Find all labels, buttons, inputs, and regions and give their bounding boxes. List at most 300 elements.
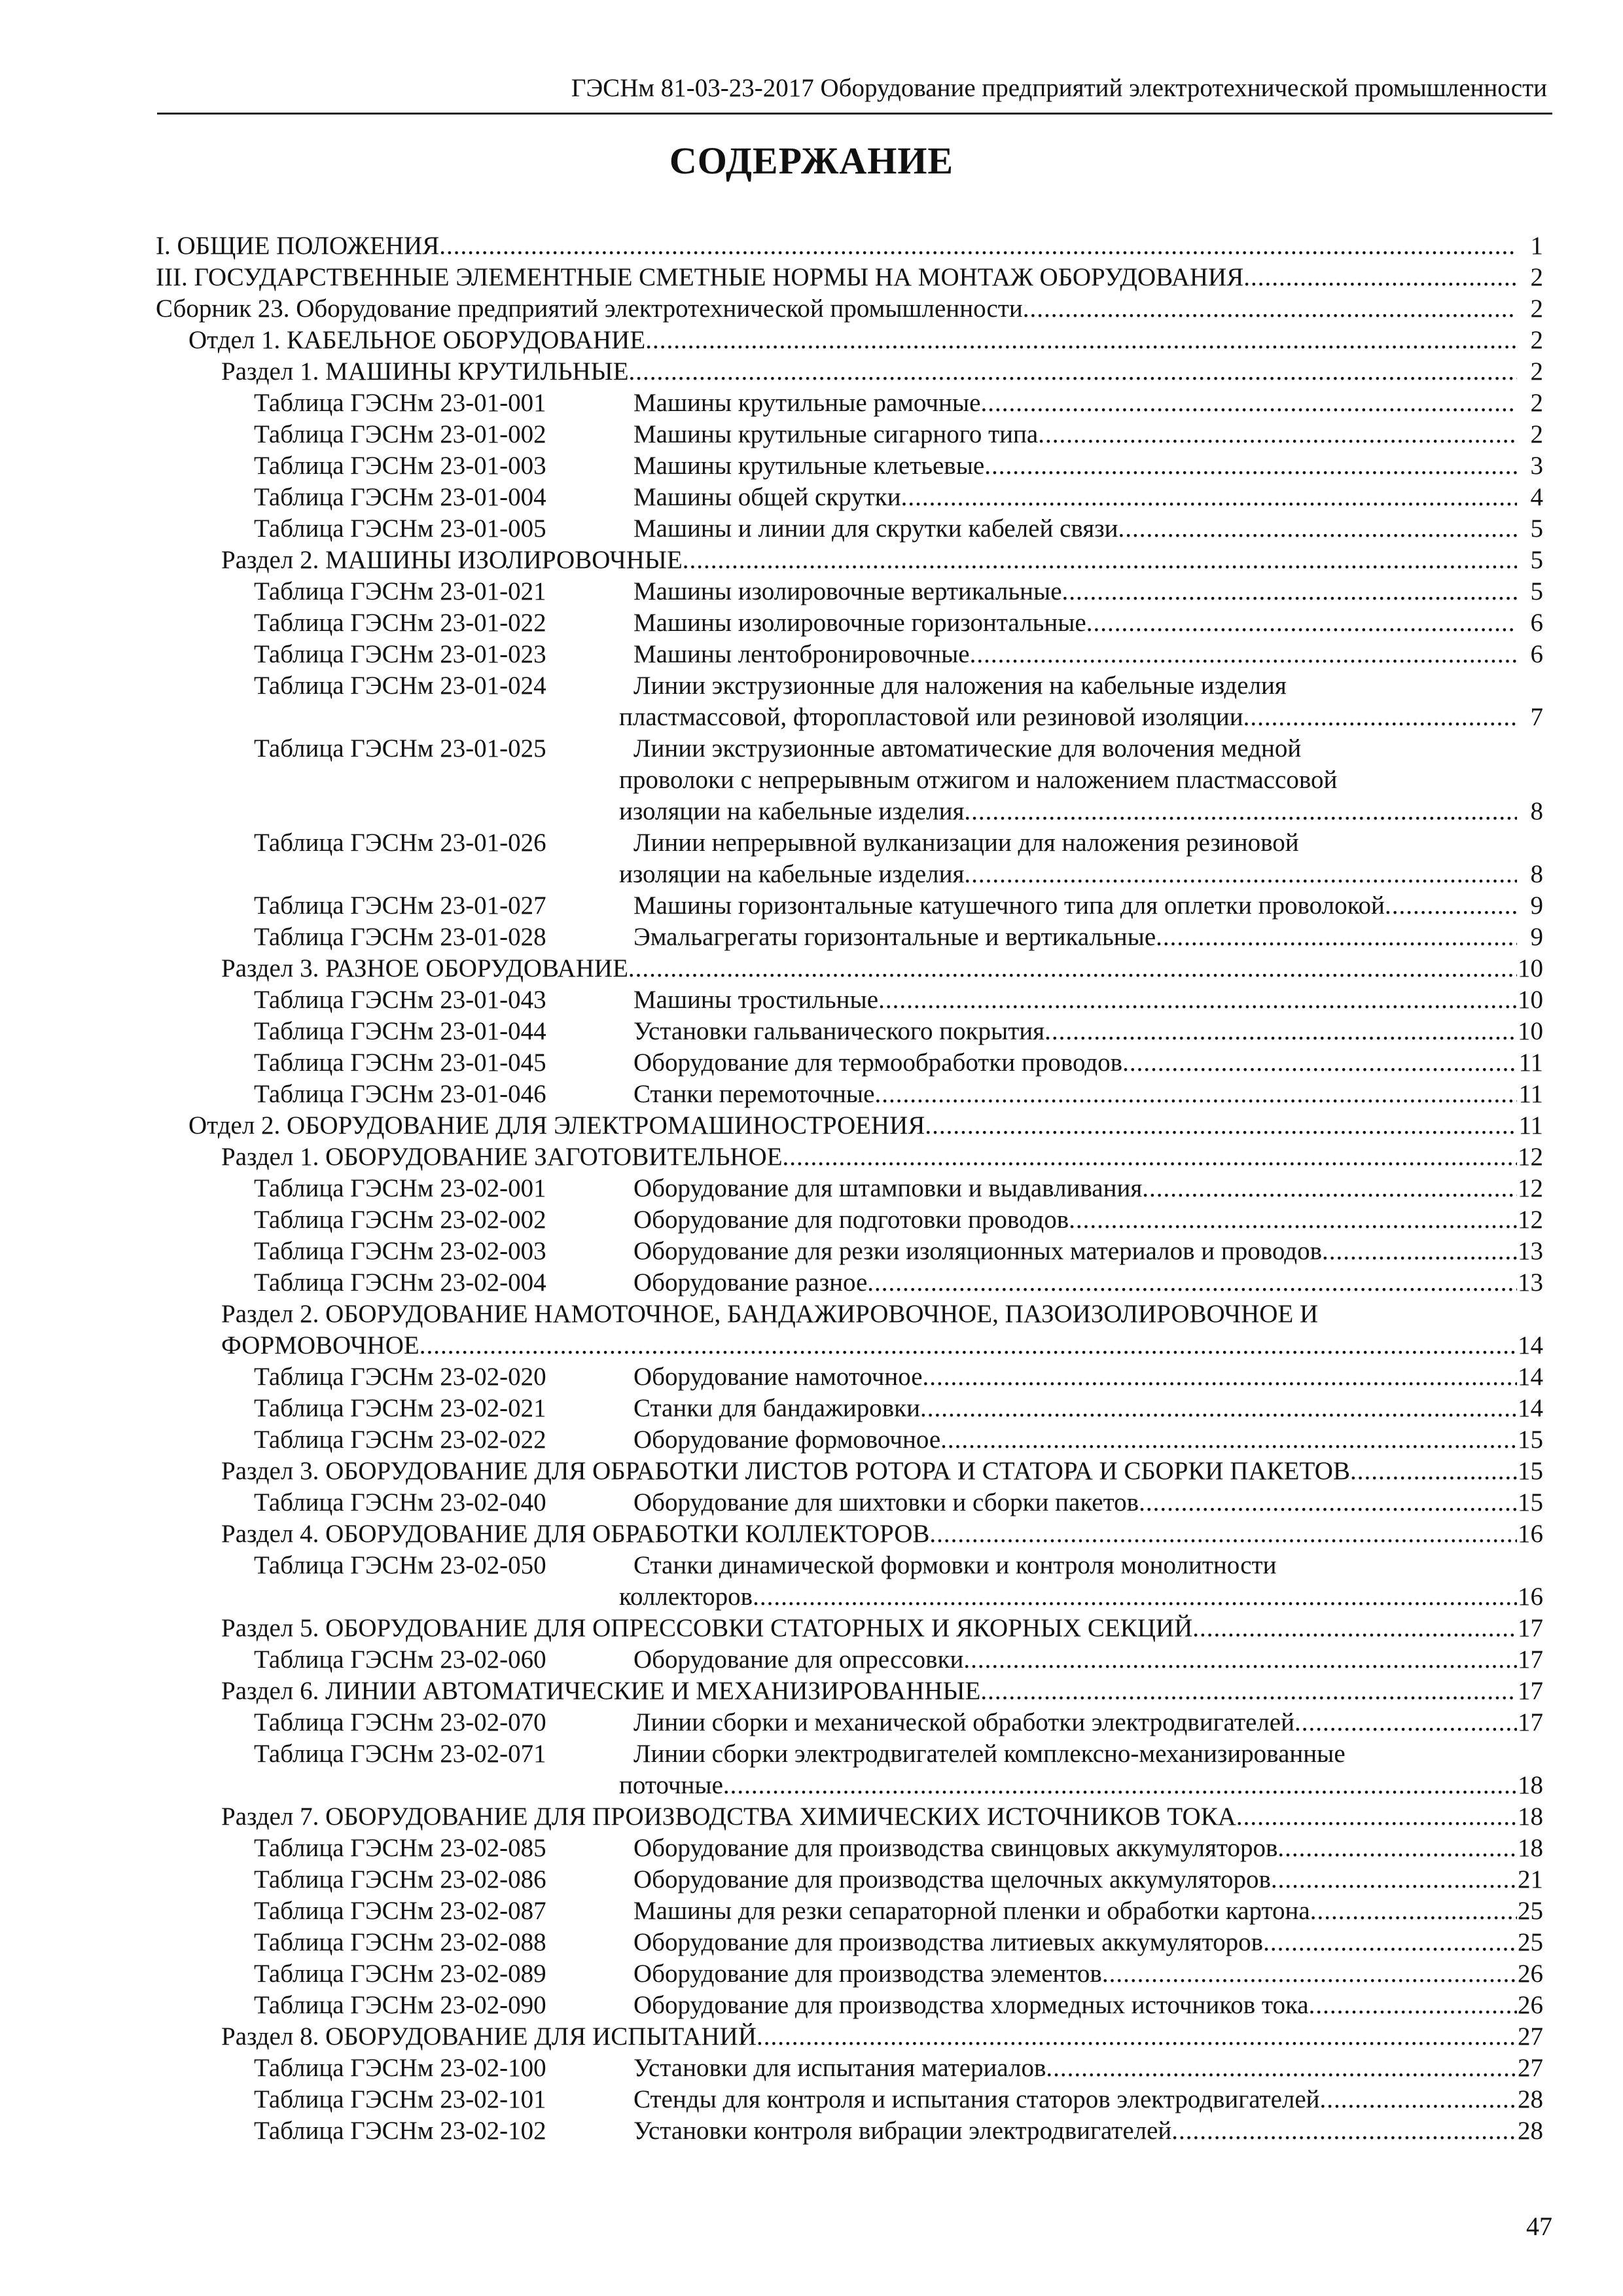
entry-page: 17 <box>1518 1708 1543 1736</box>
entry-page: 28 <box>1518 2085 1543 2113</box>
dot-leader <box>1320 2084 1517 2115</box>
entry-page: 2 <box>1530 420 1543 448</box>
toc-section-row <box>156 2021 1543 2053</box>
dot-leader <box>1122 1047 1517 1079</box>
entry-text: III. ГОСУДАРСТВЕННЫЕ ЭЛЕМЕНТНЫЕ СМЕТНЫЕ НОРМЫ НА МОНТАЖ ОБОРУДОВАНИЯ <box>156 263 1244 291</box>
leader-line <box>633 1833 1517 1864</box>
entry-text: Раздел 1. ОБОРУДОВАНИЕ ЗАГОТОВИТЕЛЬНОЕ <box>221 1143 783 1171</box>
toc-table-row <box>156 1895 1543 1927</box>
entry-text: Раздел 5. ОБОРУДОВАНИЕ ДЛЯ ОПРЕССОВКИ СТАТОРНЫХ И ЯКОРНЫХ СЕКЦИЙ <box>221 1614 1193 1642</box>
leader-line <box>633 2084 1517 2115</box>
table-code: Таблица ГЭСНм 23-01-003 <box>254 452 546 480</box>
entry-text: Оборудование для штамповки и выдавливания <box>633 1174 1143 1202</box>
entry-text: Машины крутильные рамочные <box>633 389 981 417</box>
leader-line <box>633 419 1517 450</box>
table-code: Таблица ГЭСНм 23-02-086 <box>254 1865 546 1893</box>
entry-page: 27 <box>1518 2054 1543 2082</box>
table-code: Таблица ГЭСНм 23-02-085 <box>254 1834 546 1862</box>
table-code: Таблица ГЭСНм 23-01-045 <box>254 1049 546 1077</box>
toc-table-row <box>156 450 1543 482</box>
leader-line <box>633 1079 1517 1110</box>
leader-line <box>633 513 1517 545</box>
leader-line <box>633 890 1517 922</box>
entry-text: Оборудование для опрессовки <box>633 1645 964 1674</box>
entry-text: Оборудование для резки изоляционных материалов и проводов <box>633 1237 1323 1265</box>
entry-page: 14 <box>1518 1363 1543 1391</box>
toc-table-row <box>156 1581 1543 1613</box>
toc-section-row <box>156 356 1543 387</box>
entry-page: 15 <box>1518 1488 1543 1516</box>
table-code: Таблица ГЭСНм 23-01-027 <box>254 891 546 920</box>
dot-leader <box>753 1581 1517 1613</box>
toc-table-row <box>156 796 1543 827</box>
entry-page: 21 <box>1518 1865 1543 1893</box>
leader-line <box>633 1487 1517 1518</box>
toc-top-row <box>156 262 1543 293</box>
toc-table-row <box>156 639 1543 670</box>
table-code: Таблица ГЭСНм 23-01-021 <box>254 577 546 605</box>
entry-page: 1 <box>1530 232 1543 260</box>
entry-page: 13 <box>1518 1268 1543 1297</box>
entry-text: Линии экструзионные для наложения на кабельные изделия <box>633 672 1287 700</box>
toc-table-row <box>156 2053 1543 2084</box>
dot-leader <box>1023 293 1517 325</box>
toc-table-row <box>156 2084 1543 2115</box>
entry-page: 26 <box>1518 1960 1543 1988</box>
table-code: Таблица ГЭСНм 23-02-001 <box>254 1174 546 1202</box>
dot-leader <box>1038 419 1517 450</box>
entry-text: Раздел 4. ОБОРУДОВАНИЕ ДЛЯ ОБРАБОТКИ КОЛЛЕКТОРОВ <box>221 1520 930 1548</box>
entry-text: Отдел 1. КАБЕЛЬНОЕ ОБОРУДОВАНИЕ <box>188 326 646 354</box>
table-code: Таблица ГЭСНм 23-02-070 <box>254 1708 546 1736</box>
leader-line <box>619 1770 1517 1801</box>
dot-leader <box>419 1330 1517 1361</box>
dot-leader <box>920 1393 1517 1424</box>
entry-text: Оборудование для термообработки проводов <box>633 1049 1123 1077</box>
entry-text: Установки для испытания материалов <box>633 2054 1046 2082</box>
table-code: Таблица ГЭСНм 23-01-022 <box>254 609 546 637</box>
dot-leader <box>1142 1173 1517 1204</box>
entry-text: Оборудование разное <box>633 1268 868 1297</box>
running-header <box>157 71 1552 115</box>
entry-page: 12 <box>1518 1206 1543 1234</box>
toc-section-row <box>156 953 1543 984</box>
entry-text: Оборудование для производства хлормедных источников тока <box>633 1991 1309 2019</box>
dot-leader <box>901 482 1517 513</box>
leader-line <box>221 1456 1517 1487</box>
toc-section-row <box>156 1676 1543 1707</box>
entry-text: Машины общей скрутки <box>633 483 901 511</box>
toc-department-row <box>156 325 1543 356</box>
dot-leader <box>964 796 1517 827</box>
entry-page: 5 <box>1530 577 1543 605</box>
toc-top-row <box>156 293 1543 325</box>
dot-leader <box>980 387 1517 419</box>
entry-text: Эмальагрегаты горизонтальные и вертикальные <box>633 923 1156 951</box>
leader-line <box>633 576 1517 607</box>
table-code: Таблица ГЭСНм 23-02-002 <box>254 1206 546 1234</box>
entry-page: 27 <box>1518 2022 1543 2051</box>
dot-leader <box>963 1644 1517 1676</box>
table-code: Таблица ГЭСНм 23-01-024 <box>254 672 546 700</box>
table-code: Таблица ГЭСНм 23-02-087 <box>254 1897 546 1925</box>
entry-page: 13 <box>1518 1237 1543 1265</box>
toc-table-row <box>156 764 1543 796</box>
entry-page: 15 <box>1518 1426 1543 1454</box>
dot-leader <box>923 1361 1517 1393</box>
leader-line <box>633 1173 1517 1204</box>
leader-line <box>633 450 1517 482</box>
entry-text: Раздел 6. ЛИНИИ АВТОМАТИЧЕСКИЕ И МЕХАНИЗИРОВАННЫЕ <box>221 1677 981 1705</box>
entry-text: Оборудование для производства щелочных аккумуляторов <box>633 1865 1271 1893</box>
dot-leader <box>1309 1990 1517 2021</box>
entry-page: 26 <box>1518 1991 1543 2019</box>
toc-table-row <box>156 1361 1543 1393</box>
entry-text: Машины крутильные клетьевые <box>633 452 985 480</box>
entry-text: изоляции на кабельные изделия <box>619 797 965 825</box>
leader-line <box>156 262 1517 293</box>
table-code: Таблица ГЭСНм 23-01-001 <box>254 389 546 417</box>
entry-page: 7 <box>1530 703 1543 731</box>
table-code: Таблица ГЭСНм 23-02-050 <box>254 1551 546 1579</box>
toc-table-row <box>156 1644 1543 1676</box>
leader-line <box>221 1518 1517 1550</box>
leader-line <box>633 1707 1517 1738</box>
entry-text: Машины крутильные сигарного типа <box>633 420 1039 448</box>
entry-text: Машины для резки сепараторной пленки и обработки картона <box>633 1897 1310 1925</box>
toc-table-row <box>156 1550 1543 1581</box>
toc-section-row <box>156 1456 1543 1487</box>
entry-text: Раздел 8. ОБОРУДОВАНИЕ ДЛЯ ИСПЫТАНИЙ <box>221 2022 757 2051</box>
toc-table-row <box>156 1267 1543 1299</box>
toc-section-row <box>156 545 1543 576</box>
table-code: Таблица ГЭСНм 23-01-002 <box>254 420 546 448</box>
table-code: Таблица ГЭСНм 23-02-004 <box>254 1268 546 1297</box>
leader-line <box>633 1236 1517 1267</box>
leader-line <box>619 702 1517 733</box>
dot-leader <box>1243 702 1517 733</box>
leader-line <box>221 1676 1517 1707</box>
leader-line <box>633 387 1517 419</box>
entry-text: Оборудование для шихтовки и сборки пакетов <box>633 1488 1139 1516</box>
entry-text: коллекторов <box>619 1583 753 1611</box>
entry-page: 8 <box>1530 797 1543 825</box>
leader-line <box>156 293 1517 325</box>
dot-leader <box>683 545 1517 576</box>
entry-text: Отдел 2. ОБОРУДОВАНИЕ ДЛЯ ЭЛЕКТРОМАШИНОСТРОЕНИЯ <box>188 1111 925 1139</box>
entry-text: Станки для бандажировки <box>633 1394 920 1422</box>
dot-leader <box>940 1424 1517 1456</box>
dot-leader <box>1118 513 1517 545</box>
entry-page: 17 <box>1518 1614 1543 1642</box>
dot-leader <box>645 325 1517 356</box>
entry-text: Раздел 1. МАШИНЫ КРУТИЛЬНЫЕ <box>221 357 629 386</box>
dot-leader <box>1062 576 1517 607</box>
leader-line <box>221 953 1517 984</box>
leader-line <box>633 1644 1517 1676</box>
entry-text: ФОРМОВОЧНОЕ <box>221 1331 419 1359</box>
toc-table-row <box>156 1424 1543 1456</box>
entry-page: 4 <box>1530 483 1543 511</box>
entry-text: Линии сборки и механической обработки электродвигателей <box>633 1708 1294 1736</box>
entry-text: пластмассовой, фторопластовой или резиновой изоляции <box>619 703 1243 731</box>
entry-page: 6 <box>1530 640 1543 668</box>
page-title: СОДЕРЖАНИЕ <box>669 139 954 182</box>
leader-line <box>633 1895 1517 1927</box>
entry-text: Оборудование для производства свинцовых аккумуляторов <box>633 1834 1278 1862</box>
dot-leader <box>964 859 1517 890</box>
entry-page: 11 <box>1518 1080 1543 1108</box>
leader-line <box>619 796 1517 827</box>
toc-table-row <box>156 670 1543 702</box>
header-text: ГЭСНм 81-03-23-2017 Оборудование предприятий электротехнической промышленности <box>571 74 1547 102</box>
toc-table-row <box>156 827 1543 859</box>
leader-line <box>633 1047 1517 1079</box>
leader-line <box>633 482 1517 513</box>
entry-page: 9 <box>1530 923 1543 951</box>
leader-line <box>633 1864 1517 1895</box>
table-of-contents <box>156 230 1543 2147</box>
leader-line <box>221 1330 1517 1361</box>
entry-page: 2 <box>1530 357 1543 386</box>
entry-text: Сборник 23. Оборудование предприятий электротехнической промышленности <box>156 295 1023 323</box>
entry-text: Раздел 2. ОБОРУДОВАНИЕ НАМОТОЧНОЕ, БАНДАЖИРОВОЧНОЕ, ПАЗОИЗОЛИРОВОЧНОЕ И <box>221 1300 1319 1328</box>
entry-text: Машины изолировочные горизонтальные <box>633 609 1086 637</box>
toc-table-row <box>156 1990 1543 2021</box>
dot-leader <box>925 1110 1517 1141</box>
dot-leader <box>1044 1016 1517 1047</box>
entry-text: Оборудование для производства литиевых аккумуляторов <box>633 1928 1264 1956</box>
entry-text: Оборудование формовочное <box>633 1426 941 1454</box>
dot-leader <box>1102 1958 1517 1990</box>
entry-page: 17 <box>1518 1645 1543 1674</box>
dot-leader <box>783 1141 1517 1173</box>
table-code: Таблица ГЭСНм 23-02-090 <box>254 1991 546 2019</box>
dot-leader <box>1069 1204 1517 1236</box>
dot-leader <box>1243 262 1517 293</box>
dot-leader <box>1236 1801 1517 1833</box>
entry-text: Оборудование для подготовки проводов <box>633 1206 1069 1234</box>
entry-page: 2 <box>1530 326 1543 354</box>
dot-leader <box>1156 922 1517 953</box>
entry-text: Оборудование намоточное <box>633 1363 923 1391</box>
entry-text: Машины тростильные <box>633 986 879 1014</box>
entry-page: 3 <box>1530 452 1543 480</box>
entry-page: 18 <box>1518 1771 1543 1799</box>
dot-leader <box>1171 2115 1517 2147</box>
toc-table-row <box>156 387 1543 419</box>
dot-leader <box>1271 1864 1517 1895</box>
table-code: Таблица ГЭСНм 23-01-044 <box>254 1017 546 1045</box>
dot-leader <box>1086 607 1517 639</box>
leader-line <box>633 1927 1517 1958</box>
entry-page: 5 <box>1530 546 1543 574</box>
entry-text: Станки перемоточные <box>633 1080 875 1108</box>
leader-line <box>633 1393 1517 1424</box>
entry-text: Линии сборки электродвигателей комплексно-механизированные <box>633 1740 1346 1768</box>
page-number: 47 <box>1526 2212 1552 2241</box>
entry-text: Раздел 3. РАЗНОЕ ОБОРУДОВАНИЕ <box>221 954 628 982</box>
entry-page: 25 <box>1518 1928 1543 1956</box>
leader-line <box>221 545 1517 576</box>
toc-table-row <box>156 1204 1543 1236</box>
toc-table-row <box>156 702 1543 733</box>
leader-line <box>633 1424 1517 1456</box>
table-code: Таблица ГЭСНм 23-01-026 <box>254 829 546 857</box>
toc-section-row <box>156 1299 1543 1330</box>
dot-leader <box>1263 1927 1517 1958</box>
entry-page: 2 <box>1530 389 1543 417</box>
toc-table-row <box>156 1958 1543 1990</box>
toc-table-row <box>156 984 1543 1016</box>
dot-leader <box>1277 1833 1517 1864</box>
toc-table-row <box>156 1864 1543 1895</box>
leader-line <box>188 1110 1517 1141</box>
dot-leader <box>1350 1456 1517 1487</box>
leader-line <box>633 639 1517 670</box>
toc-table-row <box>156 513 1543 545</box>
entry-page: 15 <box>1518 1457 1543 1485</box>
entry-text: Машины лентобронировочные <box>633 640 970 668</box>
table-code: Таблица ГЭСНм 23-01-028 <box>254 923 546 951</box>
toc-table-row <box>156 1016 1543 1047</box>
table-code: Таблица ГЭСНм 23-02-100 <box>254 2054 546 2082</box>
dot-leader <box>757 2021 1517 2053</box>
entry-page: 18 <box>1518 1803 1543 1831</box>
table-code: Таблица ГЭСНм 23-01-043 <box>254 986 546 1014</box>
entry-page: 25 <box>1518 1897 1543 1925</box>
leader-line <box>633 607 1517 639</box>
entry-page: 10 <box>1518 1017 1543 1045</box>
entry-text: Линии экструзионные автоматические для волочения медной <box>633 734 1302 762</box>
entry-page: 18 <box>1518 1834 1543 1862</box>
table-code: Таблица ГЭСНм 23-01-046 <box>254 1080 546 1108</box>
leader-line <box>633 1958 1517 1990</box>
toc-table-row <box>156 1079 1543 1110</box>
entry-page: 6 <box>1530 609 1543 637</box>
dot-leader <box>1139 1487 1517 1518</box>
toc-table-row <box>156 1393 1543 1424</box>
entry-text: Машины и линии для скрутки кабелей связи <box>633 514 1118 543</box>
table-code: Таблица ГЭСНм 23-02-020 <box>254 1363 546 1391</box>
entry-page: 14 <box>1518 1394 1543 1422</box>
toc-section-row <box>156 1330 1543 1361</box>
toc-table-row <box>156 922 1543 953</box>
dot-leader <box>984 450 1517 482</box>
leader-line <box>633 1204 1517 1236</box>
table-code: Таблица ГЭСНм 23-02-040 <box>254 1488 546 1516</box>
entry-text: I. ОБЩИЕ ПОЛОЖЕНИЯ <box>156 232 440 260</box>
entry-page: 12 <box>1518 1174 1543 1202</box>
table-code: Таблица ГЭСНм 23-02-101 <box>254 2085 546 2113</box>
table-code: Таблица ГЭСНм 23-02-088 <box>254 1928 546 1956</box>
entry-page: 8 <box>1530 860 1543 888</box>
dot-leader <box>874 1079 1517 1110</box>
entry-page: 14 <box>1518 1331 1543 1359</box>
toc-table-row <box>156 1707 1543 1738</box>
toc-table-row <box>156 1047 1543 1079</box>
entry-text: Установки гальванического покрытия <box>633 1017 1045 1045</box>
dot-leader <box>1385 890 1517 922</box>
dot-leader <box>970 639 1517 670</box>
leader-line <box>156 230 1517 262</box>
dot-leader <box>1322 1236 1517 1267</box>
entry-page: 5 <box>1530 514 1543 543</box>
leader-line <box>633 984 1517 1016</box>
toc-table-row <box>156 733 1543 764</box>
dot-leader <box>1192 1613 1517 1644</box>
entry-page: 10 <box>1518 954 1543 982</box>
entry-page: 11 <box>1518 1049 1543 1077</box>
dot-leader <box>878 984 1517 1016</box>
leader-line <box>633 1990 1517 2021</box>
dot-leader <box>1046 2053 1517 2084</box>
entry-text: Раздел 3. ОБОРУДОВАНИЕ ДЛЯ ОБРАБОТКИ ЛИСТОВ РОТОРА И СТАТОРА И СБОРКИ ПАКЕТОВ <box>221 1457 1350 1485</box>
entry-text: Машины изолировочные вертикальные <box>633 577 1062 605</box>
dot-leader <box>628 953 1517 984</box>
toc-section-row <box>156 1613 1543 1644</box>
entry-text: Оборудование для производства элементов <box>633 1960 1102 1988</box>
table-code: Таблица ГЭСНм 23-02-060 <box>254 1645 546 1674</box>
toc-table-row <box>156 1738 1543 1770</box>
table-code: Таблица ГЭСНм 23-01-025 <box>254 734 546 762</box>
table-code: Таблица ГЭСНм 23-01-005 <box>254 514 546 543</box>
toc-table-row <box>156 1487 1543 1518</box>
table-code: Таблица ГЭСНм 23-02-003 <box>254 1237 546 1265</box>
leader-line <box>633 2053 1517 2084</box>
entry-text: поточные <box>619 1771 723 1799</box>
entry-page: 11 <box>1518 1111 1543 1139</box>
dot-leader <box>1294 1707 1517 1738</box>
entry-text: проволоки с непрерывным отжигом и наложением пластмассовой <box>619 766 1338 794</box>
entry-page: 9 <box>1530 891 1543 920</box>
toc-section-row <box>156 1518 1543 1550</box>
entry-page: 10 <box>1518 986 1543 1014</box>
entry-text: Стенды для контроля и испытания статоров электродвигателей <box>633 2085 1320 2113</box>
toc-department-row <box>156 1110 1543 1141</box>
toc-table-row <box>156 1236 1543 1267</box>
entry-page: 16 <box>1518 1583 1543 1611</box>
toc-table-row <box>156 1833 1543 1864</box>
leader-line <box>221 1613 1517 1644</box>
table-code: Таблица ГЭСНм 23-02-021 <box>254 1394 546 1422</box>
leader-line <box>633 1016 1517 1047</box>
dot-leader <box>1310 1895 1517 1927</box>
toc-table-row <box>156 1173 1543 1204</box>
entry-page: 28 <box>1518 2117 1543 2145</box>
dot-leader <box>439 230 1517 262</box>
leader-line <box>619 859 1517 890</box>
entry-text: изоляции на кабельные изделия <box>619 860 965 888</box>
entry-page: 2 <box>1530 263 1543 291</box>
leader-line <box>633 922 1517 953</box>
table-code: Таблица ГЭСНм 23-02-089 <box>254 1960 546 1988</box>
toc-table-row <box>156 607 1543 639</box>
entry-text: Линии непрерывной вулканизации для наложения резиновой <box>633 829 1299 857</box>
leader-line <box>633 1267 1517 1299</box>
dot-leader <box>929 1518 1517 1550</box>
toc-table-row <box>156 859 1543 890</box>
table-code: Таблица ГЭСНм 23-01-023 <box>254 640 546 668</box>
dot-leader <box>723 1770 1517 1801</box>
entry-text: Раздел 2. МАШИНЫ ИЗОЛИРОВОЧНЫЕ <box>221 546 683 574</box>
toc-section-row <box>156 1141 1543 1173</box>
leader-line <box>633 2115 1517 2147</box>
dot-leader <box>867 1267 1517 1299</box>
toc-section-row <box>156 1801 1543 1833</box>
table-code: Таблица ГЭСНм 23-02-102 <box>254 2117 546 2145</box>
entry-page: 17 <box>1518 1677 1543 1705</box>
